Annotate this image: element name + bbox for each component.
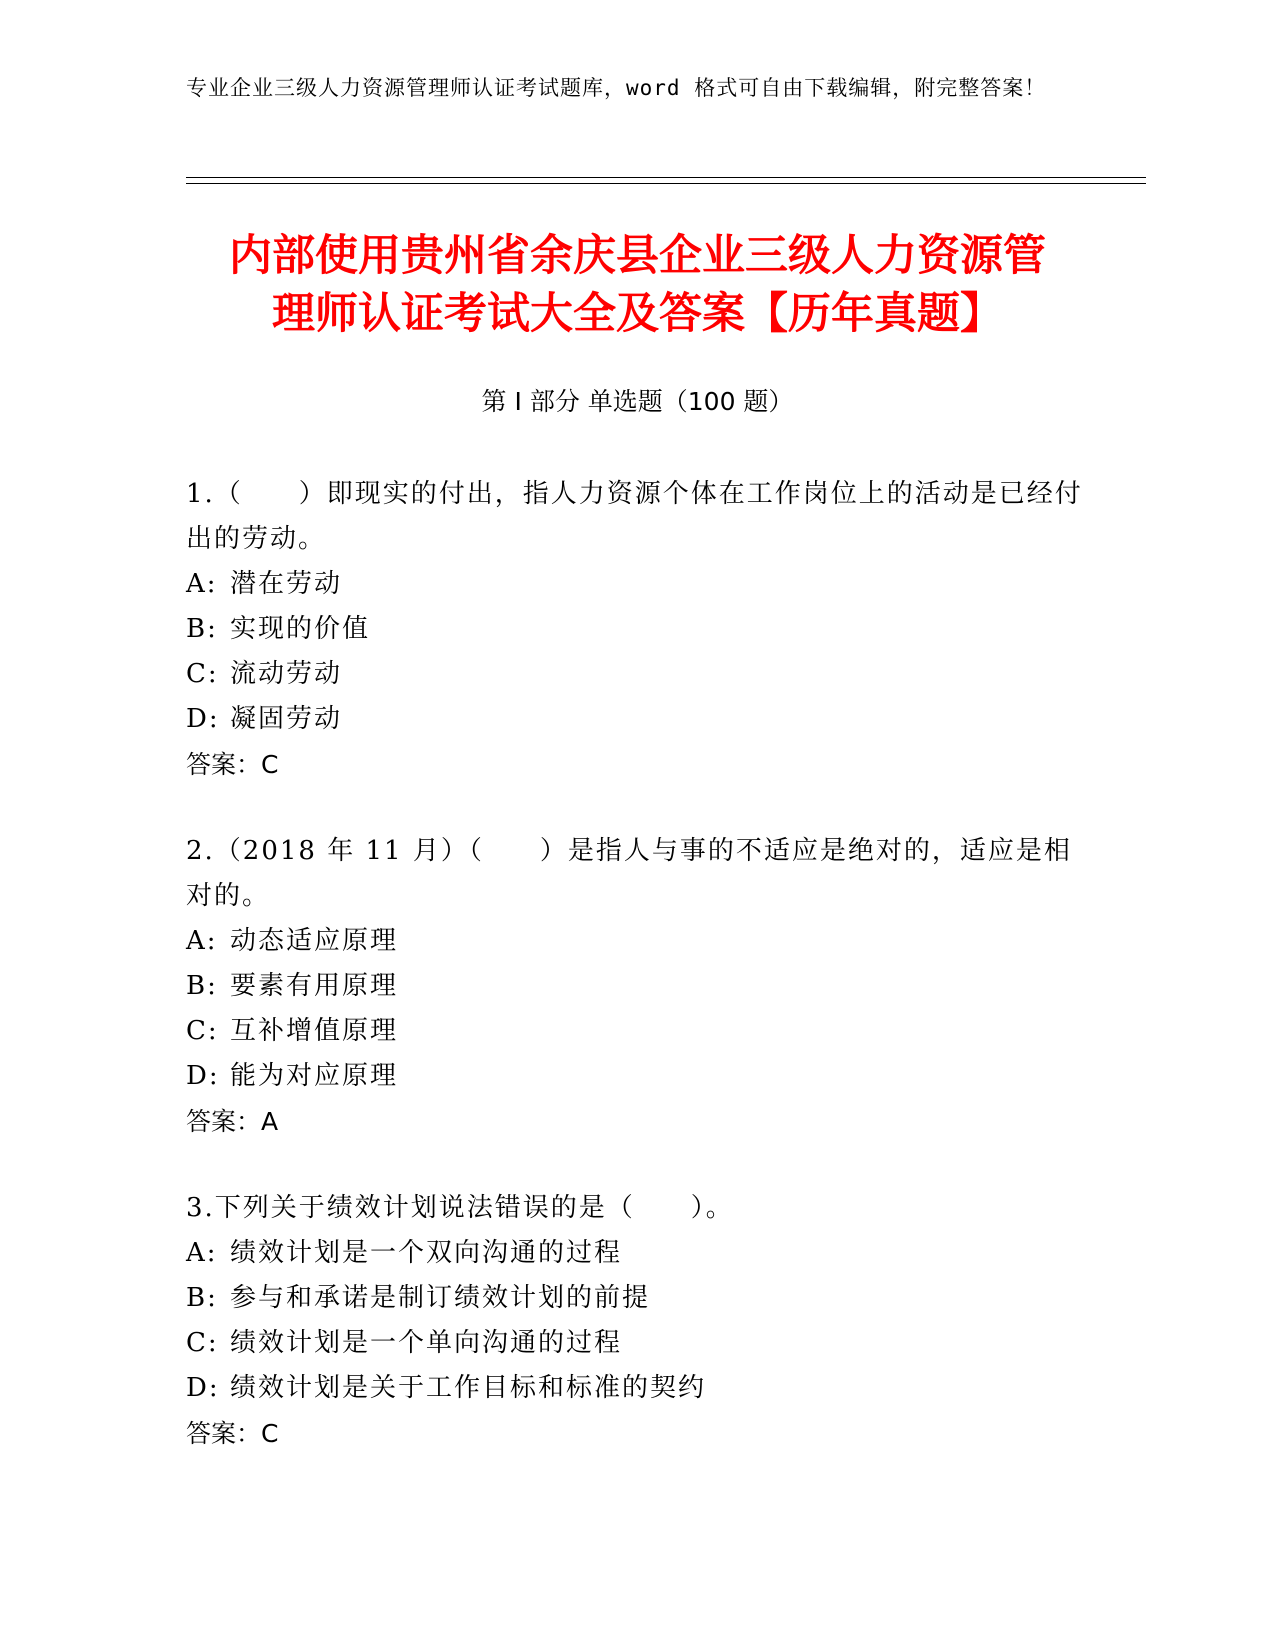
- option-key: B:: [186, 1283, 218, 1313]
- option-text: 凝固劳动: [230, 704, 343, 734]
- document-title-line-1: 内部使用贵州省余庆县企业三级人力资源管: [229, 231, 1046, 281]
- option-text: 绩效计划是一个双向沟通的过程: [230, 1238, 623, 1268]
- option-key: A:: [186, 569, 218, 599]
- option-c: [186, 1321, 1086, 1366]
- option-key: B:: [186, 971, 218, 1001]
- question-list: [186, 472, 1086, 1498]
- option-text: 流动劳动: [230, 659, 343, 689]
- option-text: 要素有用原理: [230, 971, 399, 1001]
- question-stem: 1.（ ）即现实的付出，指人力资源个体在工作岗位上的活动是已经付出的劳动。: [186, 479, 1083, 554]
- option-text: 动态适应原理: [230, 926, 399, 956]
- option-text: 绩效计划是一个单向沟通的过程: [230, 1328, 623, 1358]
- option-text: 参与和承诺是制订绩效计划的前提: [230, 1283, 651, 1313]
- option-key: A:: [186, 926, 218, 956]
- option-text: 互补增值原理: [230, 1016, 399, 1046]
- header-divider-bottom: [186, 183, 1146, 184]
- question-3: [186, 1186, 1086, 1456]
- option-a: [186, 1231, 1086, 1276]
- option-key: C:: [186, 659, 219, 689]
- question-stem: 2.（2018 年 11 月）（ ）是指人与事的不适应是绝对的，适应是相对的。: [186, 836, 1072, 911]
- option-b: [186, 607, 1086, 652]
- option-b: [186, 1276, 1086, 1321]
- document-title-line-2: 理师认证考试大全及答案【历年真题】: [272, 289, 1003, 339]
- option-key: D:: [186, 704, 220, 734]
- question-1: [186, 472, 1086, 787]
- option-a: [186, 919, 1086, 964]
- option-text: 绩效计划是关于工作目标和标准的契约: [230, 1373, 707, 1403]
- option-c: [186, 652, 1086, 697]
- option-key: C:: [186, 1328, 219, 1358]
- question-stem: 3.下列关于绩效计划说法错误的是（ ）。: [186, 1193, 734, 1223]
- answer: 答案：C: [186, 750, 279, 779]
- option-key: B:: [186, 614, 218, 644]
- option-key: A:: [186, 1238, 218, 1268]
- option-text: 能为对应原理: [230, 1061, 399, 1091]
- option-d: [186, 1054, 1086, 1099]
- option-text: 潜在劳动: [230, 569, 343, 599]
- option-b: [186, 964, 1086, 1009]
- option-d: [186, 697, 1086, 742]
- option-c: [186, 1009, 1086, 1054]
- option-key: D:: [186, 1061, 220, 1091]
- header-note: 专业企业三级人力资源管理师认证考试题库，word 格式可自由下载编辑，附完整答案！: [186, 76, 1047, 100]
- answer: 答案：C: [186, 1419, 279, 1448]
- option-key: D:: [186, 1373, 220, 1403]
- option-d: [186, 1366, 1086, 1411]
- section-heading: 第 I 部分 单选题（100 题）: [481, 387, 794, 416]
- answer: 答案：A: [186, 1107, 279, 1136]
- option-a: [186, 562, 1086, 607]
- document-title: [150, 227, 1125, 343]
- question-2: [186, 829, 1086, 1144]
- option-key: C:: [186, 1016, 219, 1046]
- option-text: 实现的价值: [230, 614, 371, 644]
- header-divider-top: [186, 177, 1146, 178]
